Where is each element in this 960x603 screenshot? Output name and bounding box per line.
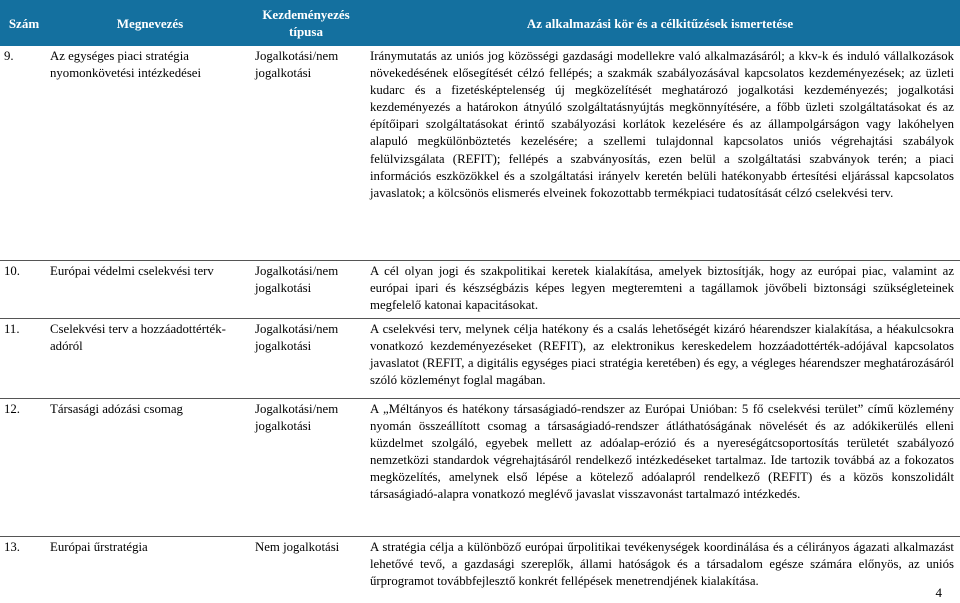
row-description: Iránymutatás az uniós jog közösségi gazdasági modellekre való alkalmazásáról; a kkv-k és induló vállalkozások növekedésének elősegítését célzó fellépés; a szakmák szabályozásával kapcsolatos kezdeményezések; az üzleti kudarc és a fizetésképtelenség új megközelítését meghatározó jogalkotási kezdeményezés; jogalkotási kezdeményezés a határokon átnyúló szolgáltatásnyújtás megkönnyítésére, a főbb üzleti szolgáltatásokat és az építőipari szolgáltatásokat érintő szabályozási korlátok kezelésére és az állampolgárságon vagy lakóhelyen alapuló megkülönböztetés kezelésére; a szellemi tulajdonnal kapcsolatos uniós végrehajtási szabályok felülvizsgálata (REFIT); fellépés a szabványosítás, ezen belül a szolgáltatási szabványok terén; a piaci információs eszközökkel és a szolgáltatási irányelv keretén belüli hatékonyabb értesítési eljárással kapcsolatos javaslatok; a kölcsönös elismerés elveinek fokozottabb termékpiaci tudatosítását célzó cselekvési terv. <box>360 46 960 260</box>
row-description: A cselekvési terv, melynek célja hatékony és a csalás lehetőségét kizáró héarendszer kialakítása, a héakulcsokra vonatkozó kezdeményezéseket (REFIT), az elektronikus kereskedelem hozzáadottérték-adójával kapcsolatos javaslatot (REFIT, a digitális egységes piaci stratégia keretében) és egy, a végleges héarendszer meghatározásáról szóló közleményt foglal magában. <box>360 318 960 398</box>
row-description: A „Méltányos és hatékony társaságiadó-rendszer az Európai Unióban: 5 fő cselekvési terület” című közlemény nyomán összeállított csomag a társaságiadó-rendszer átláthatóságának növelését és az adókikerülés elleni küzdelmet szolgáló, egyebek mellett az adóalap-erózió és a nyereségátcsoportosítás területét szabályozó nemzetközi standardok végrehajtásáról rendelkező intézkedéseket tartalmaz. Ide tartozik továbbá az a fokozatos megközelítés, amelynek első lépése a kötelező adóalapról rendelkező (REFIT) és a közös konszolidált társaságiadó-alapra vonatkozó meglévő javaslat visszavonást tartalmazó intézkedés. <box>360 398 960 536</box>
table-row <box>0 536 960 594</box>
table-row <box>0 318 960 398</box>
table-row <box>0 46 960 260</box>
row-description: A cél olyan jogi és szakpolitikai keretek kialakítása, amelyek biztosítják, hogy az európai piac, valamint az európai ipari és készségbázis képes legyen megteremteni a tagállamok jövőbeli biztonsági szükségleteinek megfelelő katonai kapacitásokat. <box>360 260 960 318</box>
row-type: Jogalkotási/nem jogalkotási <box>252 318 360 398</box>
row-name: Európai védelmi cselekvési terv <box>48 260 252 318</box>
row-type: Jogalkotási/nem jogalkotási <box>252 398 360 536</box>
row-name: Az egységes piaci stratégia nyomonkövetési intézkedései <box>48 46 252 260</box>
row-number: 12. <box>0 398 48 536</box>
header-name: Megnevezés <box>48 0 252 46</box>
header-description: Az alkalmazási kör és a célkitűzések ismertetése <box>360 0 960 46</box>
header-type: Kezdeményezés típusa <box>252 0 360 46</box>
row-type: Jogalkotási/nem jogalkotási <box>252 260 360 318</box>
row-name: Társasági adózási csomag <box>48 398 252 536</box>
page-number: 4 <box>935 585 942 600</box>
table-row <box>0 260 960 318</box>
row-type: Jogalkotási/nem jogalkotási <box>252 46 360 260</box>
row-number: 11. <box>0 318 48 398</box>
row-number: 10. <box>0 260 48 318</box>
row-name: Cselekvési terv a hozzáadottérték-adóról <box>48 318 252 398</box>
row-description: A stratégia célja a különböző európai űrpolitikai tevékenységek koordinálása és a célirányos ágazati alkalmazást lehetővé tevő, a gazdasági szereplők, állami hatóságok és a társadalom egésze számára előnyös, az uniós űrprogramot továbbfejlesztő konkrét fellépések menetrendjének kialakítása. <box>370 539 954 588</box>
row-name: Európai űrstratégia <box>50 539 148 554</box>
header-number: Szám <box>0 0 48 46</box>
row-type: Nem jogalkotási <box>255 539 340 554</box>
table-row <box>0 398 960 536</box>
row-number: 9. <box>0 46 48 260</box>
row-number: 13. <box>4 539 20 554</box>
table-header-row <box>0 0 960 46</box>
